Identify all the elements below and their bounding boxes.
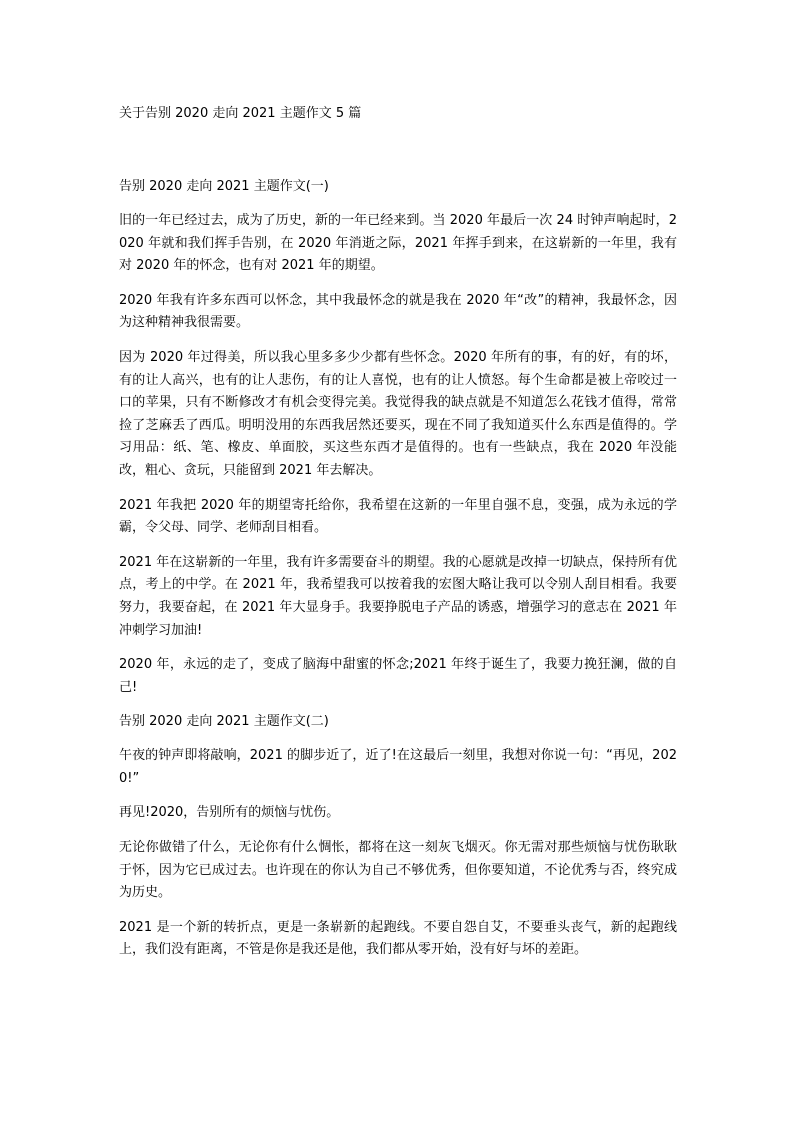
paragraph: 2020 年，永远的走了，变成了脑海中甜蜜的怀念;2021 年终于诞生了，我要力挽狂澜，做的自己! (119, 657, 677, 695)
essay-section-2 (119, 711, 677, 962)
paragraph: 2021 是一个新的转折点，更是一条崭新的起跑线。不要自怨自艾，不要垂头丧气，新的起跑线上，我们没有距离，不管是你是我还是他，我们都从零开始，没有好与坏的差距。 (119, 919, 677, 958)
paragraph: 因为 2020 年过得美，所以我心里多多少少都有些怀念。2020 年所有的事，有的好，有的坏，有的让人高兴，也有的让人悲伤，有的让人喜悦，也有的让人愤怒。每个生命都是被上帝咬过一口的苹果，只有不断修改才有机会变得完美。我觉得我的缺点就是不知道怎么花钱才值得，常常捡了芝麻丢了西瓜。明明没用的东西我居然还要买，现在不同了我知道买什么东西是值得的。学习用品：纸、笔、橡皮、单面胶，买这些东西才是值得的。也有一些缺点，我在 2020 年没能改，粗心、贪玩，只能留到 2021 年去解决。 (119, 349, 677, 478)
paragraph: 2021 年我把 2020 年的期望寄托给你，我希望在这新的一年里自强不息，变强，成为永远的学霸，令父母、同学、老师刮目相看。 (119, 497, 677, 536)
paragraph: 午夜的钟声即将敲响，2021 的脚步近了，近了!在这最后一刻里，我想对你说一句：“再见，2020!” (119, 748, 677, 786)
paragraph: 2021 年在这崭新的一年里，我有许多需要奋斗的期望。我的心愿就是改掉一切缺点，保持所有优点，考上的中学。在 2021 年，我希望我可以按着我的宏图大略让我可以令别人刮目相看。我要努力，我要奋起，在 2021 年大显身手。我要挣脱电子产品的诱惑，增强学习的意志在 2021 年冲刺学习加油! (119, 554, 677, 638)
section-heading: 告别 2020 走向 2021 主题作文(一) (119, 179, 329, 194)
paragraph: 无论你做错了什么，无论你有什么惆怅，都将在这一刻灰飞烟灭。你无需对那些烦恼与忧伤耿耿于怀，因为它已成过去。也许现在的你认为自己不够优秀，但你要知道，不论优秀与否，终究成为历史。 (119, 840, 677, 901)
document-title: 关于告别 2020 走向 2021 主题作文 5 篇 (119, 106, 362, 121)
document-body (119, 176, 677, 974)
essay-section-1 (119, 176, 677, 699)
paragraph: 2020 年我有许多东西可以怀念，其中我最怀念的就是我在 2020 年“改”的精神，我最怀念，因为这种精神我很需要。 (119, 292, 677, 331)
paragraph: 再见!2020，告别所有的烦恼与忧伤。 (119, 805, 340, 821)
section-heading: 告别 2020 走向 2021 主题作文(二) (119, 714, 329, 730)
paragraph: 旧的一年已经过去，成为了历史，新的一年已经来到。当 2020 年最后一次 24 时钟声响起时，2020 年就和我们挥手告别，在 2020 年消逝之际，2021 年挥手到来，在这崭新的一年里，我有对 2020 年的怀念，也有对 2021 年的期望。 (119, 213, 677, 274)
